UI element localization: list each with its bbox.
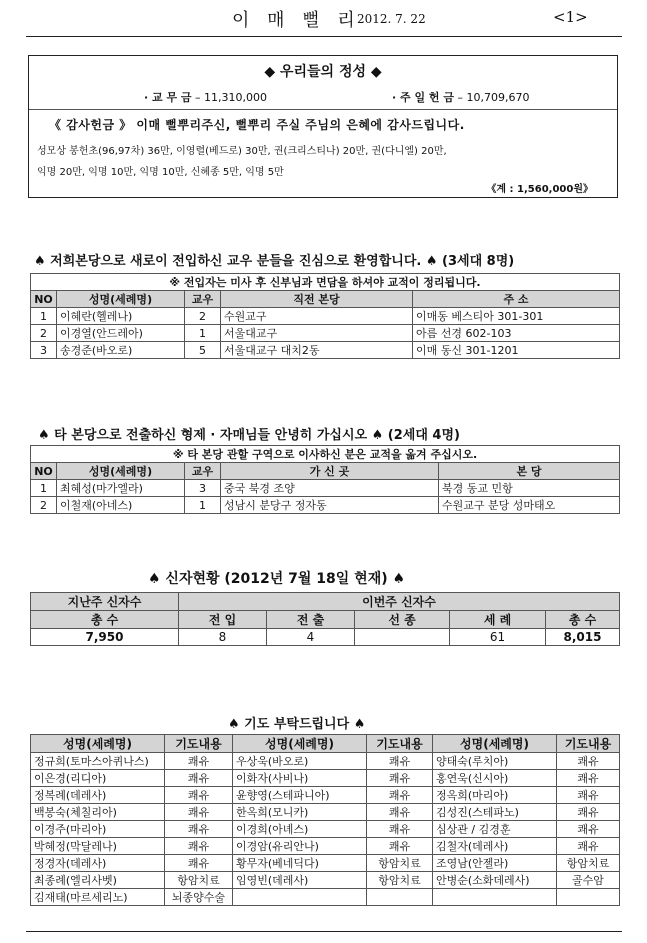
cell: 8,015 [546,629,620,646]
offering-item-sunday [392,89,530,105]
column-header: 기도내용 [557,735,620,753]
column-header: 성명(세례명) [57,291,185,308]
table-row [31,889,620,906]
cell: 쾌유 [367,838,433,855]
column-header: 기도내용 [367,735,433,753]
cell: 안병순(소화데레사) [433,872,557,889]
page-number: <1> [553,8,588,26]
stats-this-week-label: 이번주 신자수 [179,593,620,611]
cell: 1 [31,480,57,497]
cell: 이은경(리디아) [31,770,165,787]
column-header: 본 당 [439,463,620,480]
cell: 정규희(토마스아퀴나스) [31,753,165,770]
cell: 쾌유 [367,804,433,821]
divider [29,109,617,110]
cell: 이혜란(헬레나) [57,308,185,325]
offering-item-value: – 11,310,000 [195,91,268,104]
cell: 우상욱(바오로) [233,753,367,770]
column-header: 선 종 [355,611,450,629]
footer-rule [26,931,622,932]
cell: 조영남(안젤라) [433,855,557,872]
cell: 쾌유 [165,753,233,770]
column-header: 직전 본당 [221,291,413,308]
cell: 쾌유 [367,787,433,804]
table-row [31,308,620,325]
cell: 쾌유 [557,821,620,838]
donor-list-line: 익명 20만, 익명 10만, 익명 10만, 신혜종 5만, 익명 5만 [37,167,284,178]
table-note-row [31,446,620,463]
cell: 항암치료 [367,855,433,872]
offering-box [28,55,618,198]
stats-table [30,592,620,646]
table-row [31,770,620,787]
cell: 3 [185,480,221,497]
cell: 항암치료 [367,872,433,889]
column-header: 가 신 곳 [221,463,439,480]
cell: 정옥희(마리아) [433,787,557,804]
table-row [31,342,620,359]
column-header: 주 소 [413,291,620,308]
cell: 심상관 / 김경훈 [433,821,557,838]
cell: 이매동 베스티아 301-301 [413,308,620,325]
table-row [31,872,620,889]
cell: 2 [31,497,57,514]
cell: 쾌유 [165,787,233,804]
offering-total: 《계 : 1,560,000원》 [486,184,593,195]
cell [433,889,557,906]
header-rule [26,36,622,37]
offering-item-label: · 주 일 헌 금 [392,91,455,104]
cell: 쾌유 [557,770,620,787]
cell: 이매 동신 301-1201 [413,342,620,359]
table-row [31,821,620,838]
cell: 쾌유 [367,770,433,787]
cell: 정경자(데레사) [31,855,165,872]
cell: 쾌유 [557,787,620,804]
newsletter-header [0,4,647,34]
cell: 서울대교구 [221,325,413,342]
cell: 수원교구 분당 성마태오 [439,497,620,514]
table-row [31,480,620,497]
cell: 골수암 [557,872,620,889]
column-header: 총 수 [31,611,179,629]
stats-last-week-label: 지난주 신자수 [31,593,179,611]
cell: 김성진(스테파노) [433,804,557,821]
cell: 최혜성(마가엘라) [57,480,185,497]
column-header: 세 례 [450,611,546,629]
cell: 북경 동교 민항 [439,480,620,497]
table-header-row [31,735,620,753]
table-row [31,497,620,514]
column-header: 성명(세례명) [57,463,185,480]
column-header: 성명(세례명) [233,735,367,753]
cell: 쾌유 [165,804,233,821]
table-row [31,325,620,342]
cell: 2 [185,308,221,325]
table-row [31,838,620,855]
cell: 항암치료 [557,855,620,872]
cell: 쾌유 [165,770,233,787]
column-header: NO [31,291,57,308]
offering-item-tithe [144,89,267,105]
cell: 1 [185,497,221,514]
cell [367,889,433,906]
offering-item-label: · 교 무 금 [144,91,192,104]
table-header-row [31,593,620,611]
cell: 7,950 [31,629,179,646]
cell: 성남시 분당구 정자동 [221,497,439,514]
cell: 1 [185,325,221,342]
cell [557,889,620,906]
table-row [31,855,620,872]
cell: 4 [267,629,355,646]
offering-title: ◆ 우리들의 정성 ◆ [264,64,382,80]
cell: 쾌유 [165,855,233,872]
cell: 김철자(데레사) [433,838,557,855]
cell: 아름 선경 602-103 [413,325,620,342]
column-header: 총 수 [546,611,620,629]
cell: 서울대교구 대치2동 [221,342,413,359]
cell: 2 [31,325,57,342]
departures-note: ※ 타 본당 관할 구역으로 이사하신 분은 교적을 옮겨 주십시오. [31,446,620,463]
cell: 8 [179,629,267,646]
cell: 윤향영(스테파니아) [233,787,367,804]
cell: 61 [450,629,546,646]
cell: 양태숙(루치아) [433,753,557,770]
cell: 쾌유 [557,838,620,855]
table-header-row [31,291,620,308]
column-header: 성명(세례명) [433,735,557,753]
newcomers-note: ※ 전입자는 미사 후 신부님과 면담을 하셔야 교적이 정리됩니다. [31,274,620,291]
cell: 쾌유 [165,821,233,838]
cell: 쾌유 [367,821,433,838]
cell: 중국 북경 조양 [221,480,439,497]
table-row [31,753,620,770]
cell: 황무자(베네딕다) [233,855,367,872]
cell: 이경희(아녜스) [233,821,367,838]
stats-heading: ♠ 신자현황 (2012년 7월 18일 현재) ♠ [148,571,406,587]
cell: 이경열(안드레아) [57,325,185,342]
cell: 쾌유 [367,753,433,770]
cell: 박혜정(막달레나) [31,838,165,855]
cell: 최종례(엘리사벳) [31,872,165,889]
prayer-heading: ♠ 기도 부탁드립니다 ♠ [228,717,366,732]
cell: 뇌종양수술 [165,889,233,906]
thanks-offering-heading: 《 감사헌금 》 이매 뻘뿌리주신, 뻘뿌리 주실 주님의 은혜에 감사드립니다. [49,118,465,132]
cell: 3 [31,342,57,359]
cell: 이철재(아네스) [57,497,185,514]
departures-heading: ♠ 타 본당으로 전출하신 형제 · 자매님들 안녕히 가십시오 ♠ (2세대 4명) [38,428,460,443]
cell: 이경암(유리안나) [233,838,367,855]
cell [355,629,450,646]
cell: 홍연욱(신시아) [433,770,557,787]
table-row [31,629,620,646]
cell: 5 [185,342,221,359]
prayer-table [30,734,620,906]
table-row [31,804,620,821]
cell: 항암치료 [165,872,233,889]
cell: 정복례(데레사) [31,787,165,804]
cell: 쾌유 [165,838,233,855]
column-header: 교우 [185,463,221,480]
cell: 1 [31,308,57,325]
table-row [31,787,620,804]
departures-table [30,445,620,514]
cell: 쾌유 [557,753,620,770]
table-note-row [31,274,620,291]
column-header: 전 출 [267,611,355,629]
cell: 쾌유 [557,804,620,821]
cell: 송경준(바오로) [57,342,185,359]
column-header: 성명(세례명) [31,735,165,753]
cell: 수원교구 [221,308,413,325]
column-header: 전 입 [179,611,267,629]
cell: 한옥희(모니카) [233,804,367,821]
table-header-row [31,463,620,480]
cell [233,889,367,906]
cell: 이경주(마리아) [31,821,165,838]
newcomers-table [30,273,620,359]
donor-list-line: 성모상 봉헌초(96,97차) 36만, 이영렬(베드로) 30만, 권(크리스티나) 20만, 권(다니엘) 20만, [37,146,447,157]
issue-date: 2012. 7. 22 [357,12,426,26]
column-header: 기도내용 [165,735,233,753]
cell: 김재태(마르세리노) [31,889,165,906]
column-header: NO [31,463,57,480]
cell: 임영빈(데레사) [233,872,367,889]
newsletter-title: 이 매 뻘 리 [232,10,361,31]
column-header: 교우 [185,291,221,308]
offering-item-value: – 10,709,670 [457,91,530,104]
cell: 이화자(사비나) [233,770,367,787]
table-header-row [31,611,620,629]
cell: 백봉숙(체칠리아) [31,804,165,821]
newcomers-heading: ♠ 저희본당으로 새로이 전입하신 교우 분들을 진심으로 환영합니다. ♠ (3세대 8명) [34,254,515,269]
